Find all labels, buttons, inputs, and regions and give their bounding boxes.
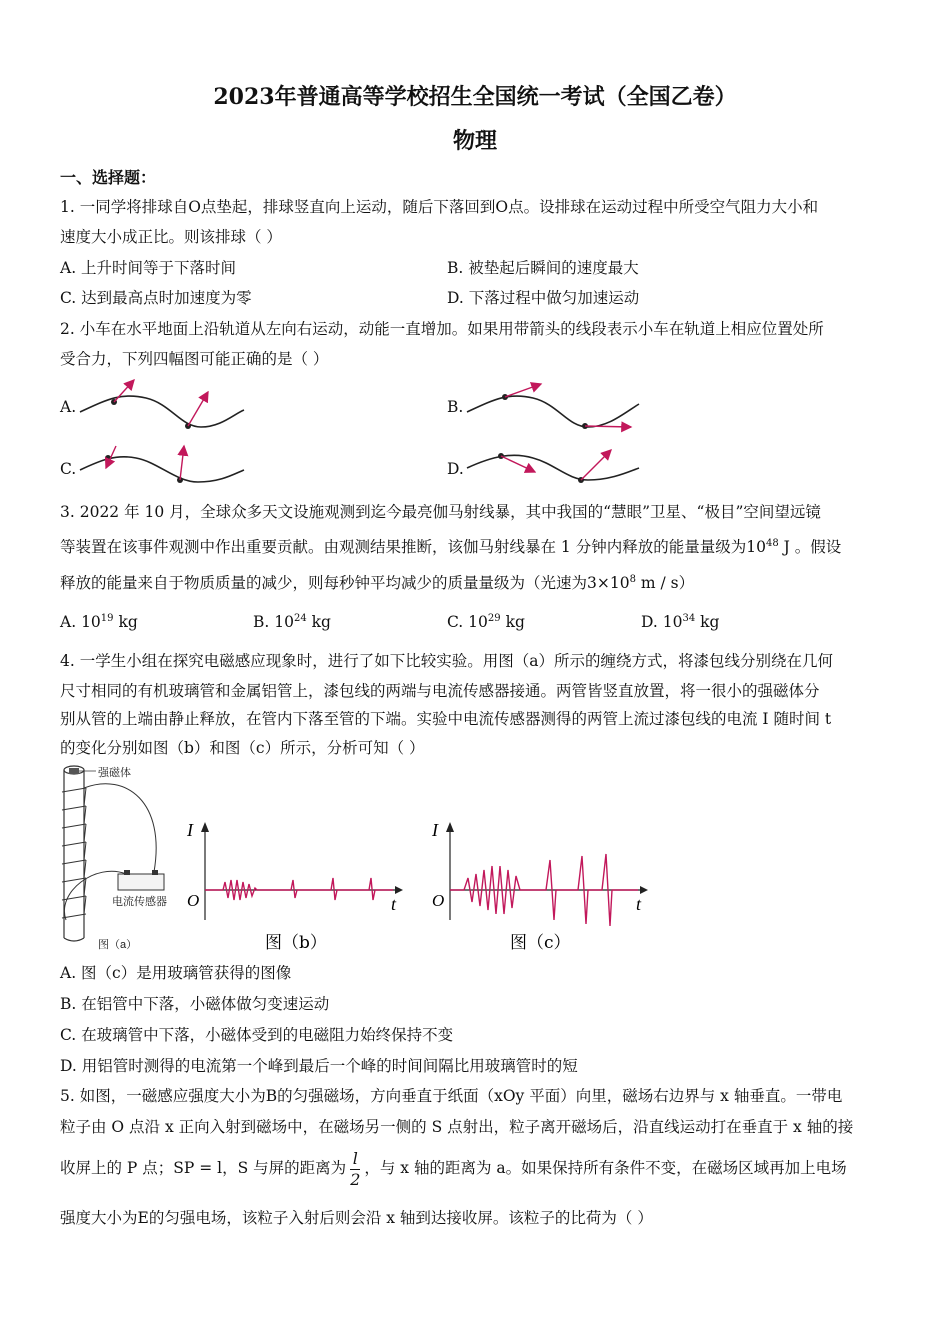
q3-line1: 3. 2022 年 10 月，全球众多天文设施观测到迄今最亮伽马射线暴，其中我国的“慧眼”卫星、“极目”空间望远镜 <box>60 503 821 521</box>
q2-line2: 受合力，下列四幅图可能正确的是（ ） <box>60 350 329 368</box>
energy-base: 10 <box>746 538 766 556</box>
magnet-label: 强磁体 <box>98 767 131 779</box>
current-curve-b <box>205 878 393 900</box>
q1-line1: 1. 一同学将排球自O点垫起，排球竖直向上运动，随后下落回到O点。设排球在运动过程中所受空气阻力大小和 <box>60 198 819 216</box>
q3-option-d: D. $10^{34}$ kg <box>641 613 720 631</box>
figure-a-apparatus <box>56 762 196 954</box>
axis-label-t: t <box>391 894 397 914</box>
q3-option-c: C. $10^{29}$ kg <box>447 613 525 631</box>
q5-line3: 收屏上的 P 点；SP = l，S 与屏的距离为 $\frac{l}{2}$ ，与 x 轴的距离为 a。如果保持所有条件不变，在磁场区域再加上电场 <box>60 1148 847 1189</box>
q2-figure-a <box>76 372 248 436</box>
section-heading: 一、选择题： <box>60 168 157 187</box>
q4-option-c: C. 在玻璃管中下落，小磁体受到的电磁阻力始终保持不变 <box>60 1026 454 1044</box>
energy-unit: J <box>778 538 790 556</box>
sensor-box <box>118 874 164 890</box>
magnet-block <box>69 768 79 774</box>
q4-line2: 尺寸相同的有机玻璃管和金属铝管上，漆包线的两端与电流传感器接通。两管皆竖直放置，将一很小的强磁体分 <box>60 682 820 700</box>
force-arrow <box>180 446 184 480</box>
track-curve <box>467 455 639 480</box>
axis-label-t: t <box>636 894 642 914</box>
figure-c-graph <box>428 820 653 960</box>
exam-title: 2023年普通高等学校招生全国统一考试（全国乙卷） <box>213 84 737 110</box>
q3-option-a: A. $10^{19}$ kg <box>60 613 138 631</box>
force-arrow <box>501 456 535 472</box>
force-arrow <box>188 392 208 426</box>
track-curve <box>467 396 639 427</box>
figure-b-caption: 图（b） <box>265 933 327 953</box>
q2-option-c-label: C. <box>60 460 77 478</box>
q4-line1: 4. 一学生小组在探究电磁感应现象时，进行了如下比较实验。用图（a）所示的缠绕方式，将漆包线分别绕在几何 <box>60 652 833 670</box>
figure-b-graph <box>183 820 408 960</box>
axis-label-i: I <box>432 820 438 840</box>
sensor-label: 电流传感器 <box>112 896 167 908</box>
q5-line2: 粒子由 O 点沿 x 正向入射到磁场中，在磁场另一侧的 S 点射出，粒子离开磁场后，沿直线运动打在垂直于 x 轴的接 <box>60 1118 854 1136</box>
q2-figure-b <box>463 372 643 436</box>
q1-line2: 速度大小成正比。则该排球（ ） <box>60 228 282 246</box>
light-speed-coef: 3×10 <box>587 574 630 592</box>
figure-c-caption: 图（c） <box>510 933 571 953</box>
q2-option-b-label: B. <box>447 398 464 416</box>
fraction-l-over-2: $\frac{l}{2}$ <box>350 1148 361 1189</box>
light-speed-unit: m / s <box>635 574 679 592</box>
force-arrow <box>114 380 134 402</box>
q3-option-b: B. $10^{24}$ kg <box>253 613 331 631</box>
q2-figure-d <box>463 440 643 488</box>
track-curve <box>80 396 244 427</box>
q5-line1: 5. 如图，一磁感应强度大小为B的匀强磁场，方向垂直于纸面（xOy 平面）向里，磁场右边界与 x 轴垂直。一带电 <box>60 1087 843 1105</box>
q1-option-b: B. 被垫起后瞬间的速度最大 <box>447 259 639 277</box>
q3-line2: 等装置在该事件观测中作出重要贡献。由观测结果推断，该伽马射线暴在 1 分钟内释放的能量量级为$10^{48}$ J 。假设 <box>60 538 842 556</box>
q4-option-d: D. 用铝管时测得的电流第一个峰到最后一个峰的时间间隔比用玻璃管时的短 <box>60 1057 578 1075</box>
subject-title: 物理 <box>452 128 497 154</box>
q4-option-a: A. 图（c）是用玻璃管获得的图像 <box>60 964 292 982</box>
q5-line4: 强度大小为E的匀强电场，该粒子入射后则会沿 x 轴到达接收屏。该粒子的比荷为（ ） <box>60 1209 653 1227</box>
track-curve <box>80 457 244 482</box>
figure-a-caption: 图（a） <box>98 939 138 951</box>
q3-line3: 释放的能量来自于物质质量的减少，则每秒钟平均减少的质量量级为（光速为$3\times 10^8$ m / s） <box>60 574 695 592</box>
force-arrow <box>505 384 541 397</box>
force-arrow <box>585 426 631 427</box>
q2-option-a-label: A. <box>60 398 77 416</box>
q1-option-d: D. 下落过程中做匀加速运动 <box>447 289 640 307</box>
q4-line3: 别从管的上端由静止释放，在管内下落至管的下端。实验中电流传感器测得的两管上流过漆包线的电流 I 随时间 t <box>60 710 832 728</box>
energy-exponent: 48 <box>765 538 779 549</box>
q4-option-b: B. 在铝管中下落，小磁体做匀变速运动 <box>60 995 330 1013</box>
light-speed-exp: 8 <box>629 574 636 585</box>
q1-option-a: A. 上升时间等于下落时间 <box>60 259 237 277</box>
q2-option-d-label: D. <box>447 460 464 478</box>
axis-label-i: I <box>187 820 193 840</box>
coil-windings <box>62 788 86 918</box>
origin-label: O <box>432 891 445 910</box>
force-arrow <box>581 450 611 480</box>
q2-figure-c <box>76 440 248 488</box>
origin-label: O <box>187 891 200 910</box>
q2-line1: 2. 小车在水平地面上沿轨道从左向右运动，动能一直增加。如果用带箭头的线段表示小车在轨道上相应位置处所 <box>60 320 824 338</box>
q4-line4: 的变化分别如图（b）和图（c）所示，分析可知（ ） <box>60 739 425 757</box>
q1-option-c: C. 达到最高点时加速度为零 <box>60 289 252 307</box>
